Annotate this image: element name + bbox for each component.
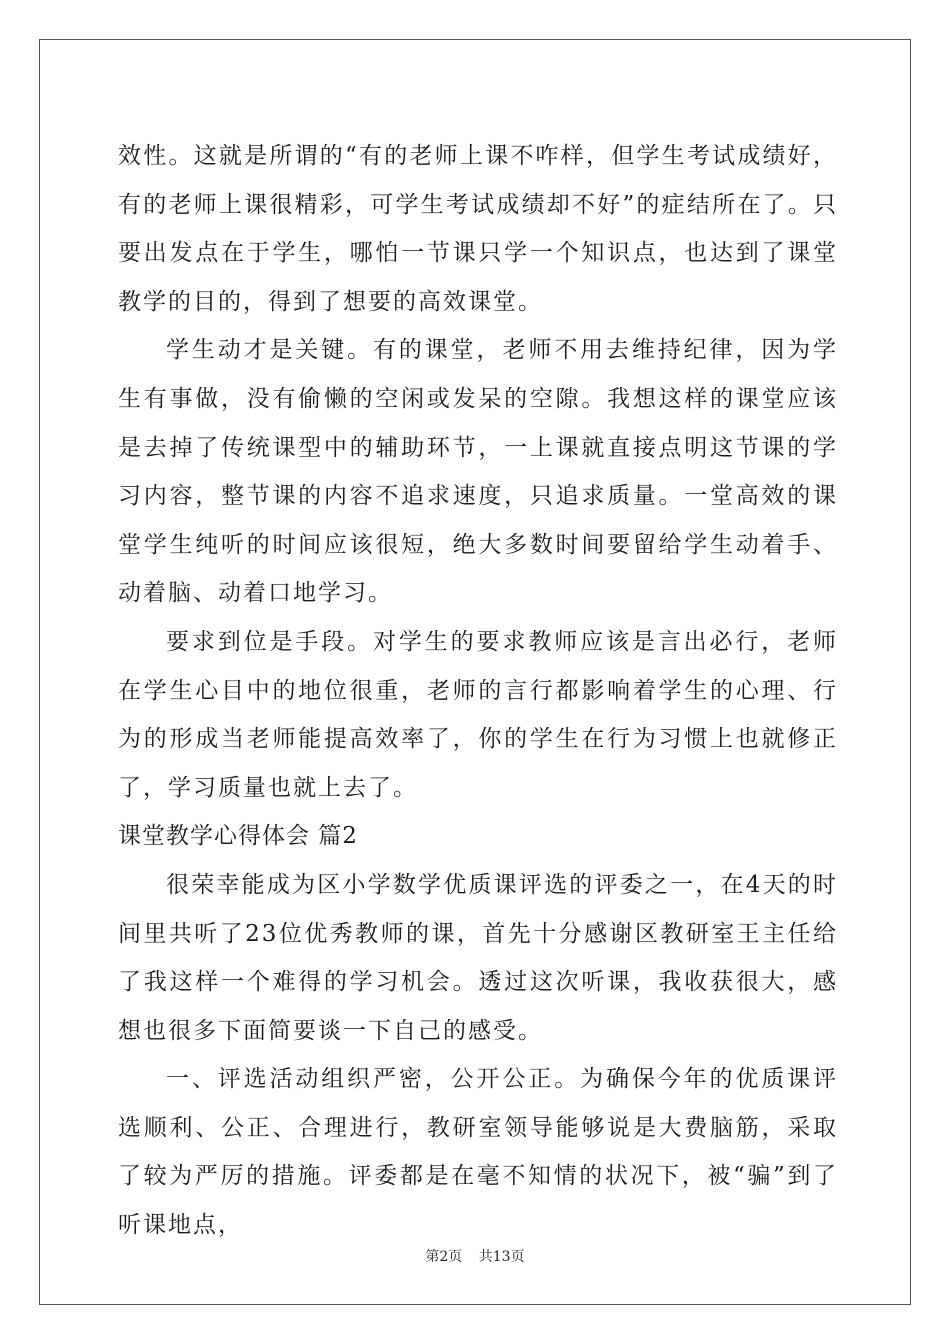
paragraph: 很荣幸能成为区小学数学优质课评选的评委之一，在4天的时间里共听了23位优秀教师的课，首先十分感谢区教研室王主任给了我这样一个难得的学习机会。透过这次听课，我收获很大，感想也很多下面简要谈一下自己的感受。 (118, 871, 838, 1044)
page-footer (0, 1246, 950, 1266)
document-body (118, 132, 838, 1250)
section-heading: 课堂教学心得体会 篇2 (118, 823, 358, 850)
paragraph: 学生动才是关键。有的课堂，老师不用去维持纪律，因为学生有事做，没有偷懒的空闲或发呆的空隙。我想这样的课堂应该是去掉了传统课型中的辅助环节，一上课就直接点明这节课的学习内容，整节课的内容不追求速度，只追求质量。一堂高效的课堂学生纯听的时间应该很短，绝大多数时间要留给学生动着手、动着脑、动着口地学习。 (118, 337, 838, 607)
paragraph: 要求到位是手段。对学生的要求教师应该是言出必行，老师在学生心目中的地位很重，老师的言行都影响着学生的心理、行为的形成当老师能提高效率了，你的学生在行为习惯上也就修正了，学习质量也就上去了。 (118, 628, 838, 801)
paragraph: 效性。这就是所谓的“有的老师上课不咋样，但学生考试成绩好，有的老师上课很精彩，可学生考试成绩却不好”的症结所在了。只要出发点在于学生，哪怕一节课只学一个知识点，也达到了课堂教学的目的，得到了想要的高效课堂。 (118, 143, 838, 315)
page-number: 第2页 (425, 1249, 463, 1265)
total-pages: 共13页 (478, 1249, 525, 1265)
paragraph: 一、评选活动组织严密，公开公正。为确保今年的优质课评选顺利、公正、合理进行，教研室领导能够说是大费脑筋，采取了较为严厉的措施。评委都是在毫不知情的状况下，被“骗”到了听课地点， (118, 1066, 838, 1239)
